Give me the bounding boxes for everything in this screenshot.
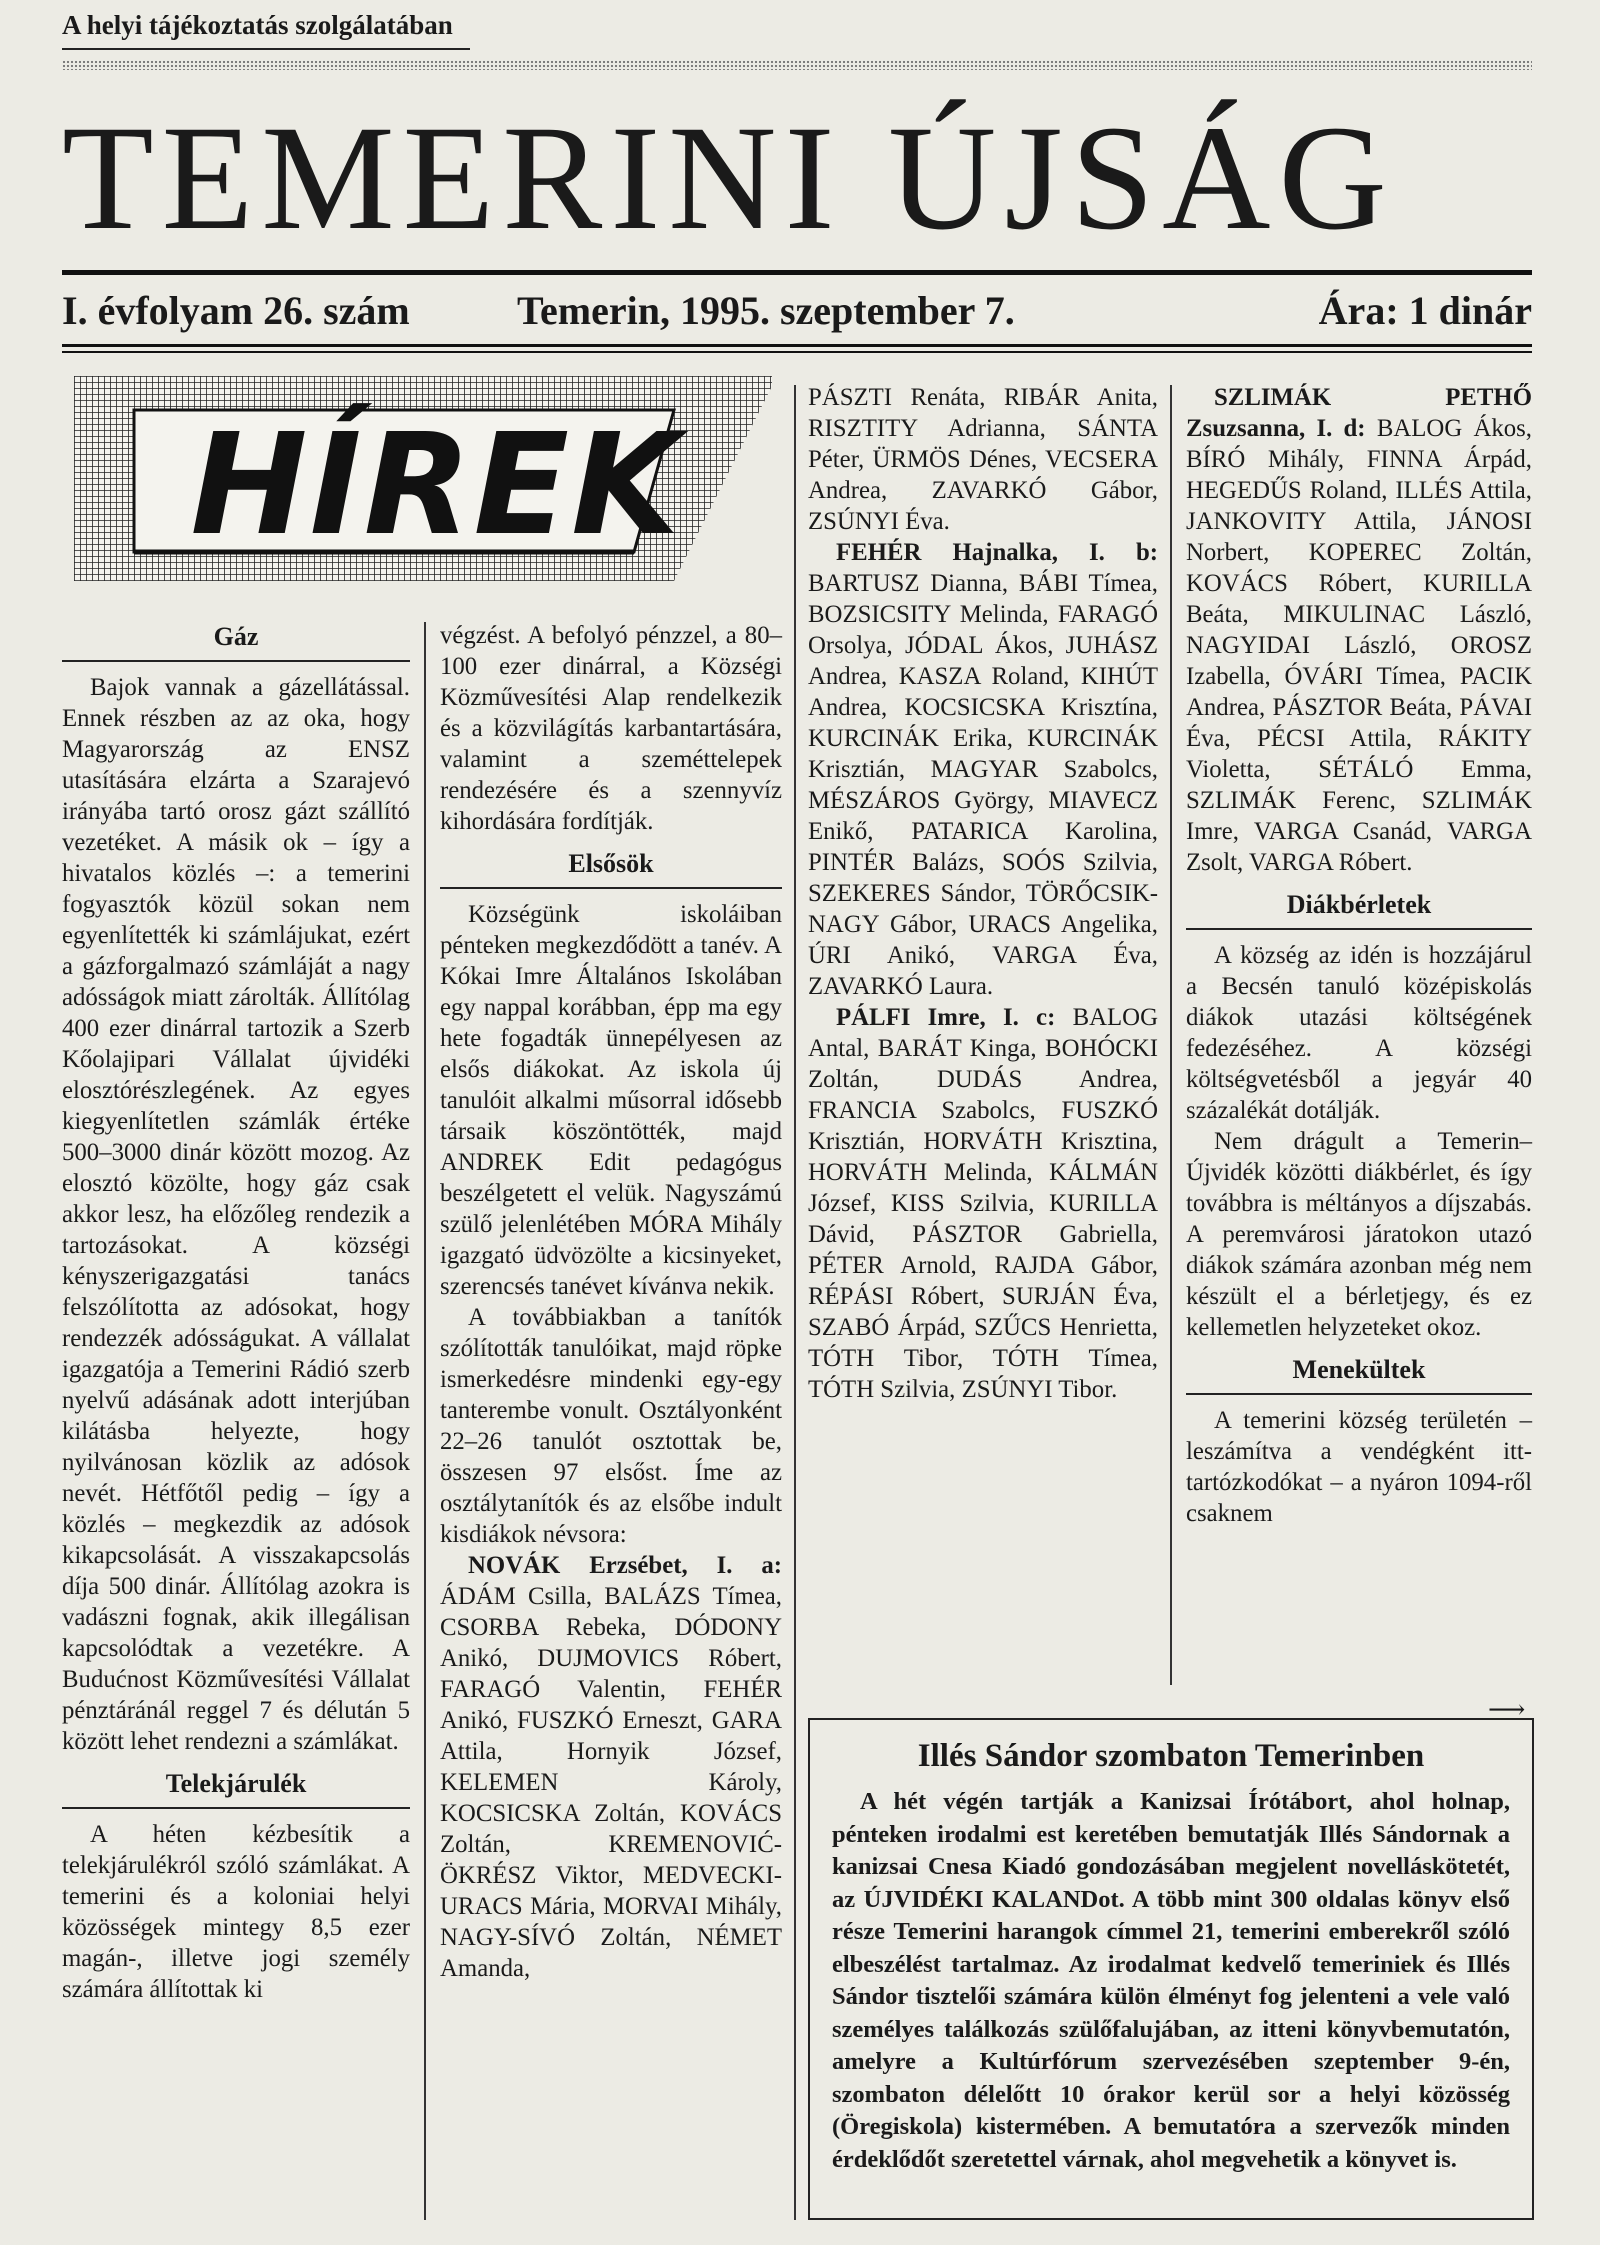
teacher-palfi: PÁLFI Imre, I. c:: [836, 1004, 1056, 1031]
issue-price: Ára: 1 dinár: [1318, 288, 1532, 333]
elsosok-paragraph-1: Községünk iskoláiban pénteken megkezdődött a tanév. A Kókai Imre Általános Iskolában egy nappal korábban, épp ma egy hete fogadták ünnepélyesen az elsős diákokat. Az iskola új tanulóit alkalmi műsorral idősebb társaik köszöntötték, majd ANDREK Edit pedagógus beszélgetett el velük. Nagyszámú szülő jelenlétében MÓRA Mihály igazgató üdvözölte a kicsinyeket, szerencsés tanévet kívánva nekik.: [440, 901, 782, 1300]
diakberletek-paragraph-1: A község az idén is hozzájárul a Becsén tanuló középiskolás diákok utazási költségének fedezéséhez. A községi költségvetésből a jegyár 40 százalékát dotálják.: [1186, 942, 1532, 1124]
hirek-label: HÍREK: [190, 404, 682, 567]
box-title: Illés Sándor szombaton Temerinben: [917, 1738, 1425, 1774]
illes-sandor-box: [808, 1718, 1534, 2220]
column-divider-3: [1170, 385, 1172, 1685]
gaz-heading: Gáz: [62, 622, 410, 662]
telekjarulek-heading: Telekjárulék: [62, 1769, 410, 1809]
issue-row: [62, 286, 1532, 336]
teacher-szlimak: SZLIMÁK PETHŐ Zsuzsanna, I. d:: [1186, 384, 1532, 442]
telekjarulek-article: A héten kézbesítik a telekjárulékról szóló számlákat. A temerini és a koloniai helyi közösségek mintegy 8,5 ezer magán-, illetve jogi személy számára állítottak ki: [62, 1821, 410, 2003]
continued-arrow-icon: ⟶: [1488, 1695, 1526, 1724]
elsosok-paragraph-2: A továbbiakban a tanítók szólították tanulóikat, majd röpke ismerkedésre mindenki egy-egy tanterembe vonult. Osztályonként 22–26 tanulót osztottak be, összesen 97 elsőst. Íme az osztálytanítók és az elsőbe indult kisdiákok névsora:: [440, 1304, 782, 1548]
class-b-list: BARTUSZ Dianna, BÁBI Tímea, BOZSICSITY Melinda, FARAGÓ Orsolya, JÓDAL Ákos, JUHÁSZ Andrea, KASZA Roland, KIHÚT Andrea, KOCSICSKA Krisztína, KURCINÁK Erika, KURCINÁK Krisztián, MAGYAR Szabolcs, MÉSZÁROS György, MIAVECZ Enikő, PATARICA Karolina, PINTÉR Balázs, SOÓS Szilvia, SZEKERES Sándor, TÖRŐCSIK-NAGY Gábor, URACS Angelika, ÚRI Anikó, VARGA Éva, ZAVARKÓ Laura.: [808, 570, 1158, 1000]
header-rule-top: [62, 344, 1532, 347]
class-c-list: BALOG Antal, BARÁT Kinga, BOHÓCKI Zoltán, DUDÁS Andrea, FRANCIA Szabolcs, FUSZKÓ Krisztián, HORVÁTH Krisztina, HORVÁTH Melinda, KÁLMÁN József, KISS Szilvia, KURILLA Dávid, PÁSZTOR Gabriella, PÉTER Arnold, RAJDA Gábor, RÉPÁSI Róbert, SURJÁN Éva, SZABÓ Árpád, SZŰCS Henrietta, TÓTH Tibor, TÓTH Tímea, TÓTH Szilvia, ZSÚNYI Tibor.: [808, 1004, 1158, 1403]
menekultek-heading: Menekültek: [1186, 1355, 1532, 1395]
tagline: A helyi tájékoztatás szolgálatában: [62, 10, 453, 40]
teacher-novak: NOVÁK Erzsébet, I. a:: [468, 1552, 782, 1579]
elsosok-heading: Elsősök: [440, 849, 782, 889]
dotted-band: [62, 60, 1532, 70]
column-divider-2: [794, 385, 796, 2220]
class-a-list-continued: PÁSZTI Renáta, RIBÁR Anita, RISZTITY Adrianna, SÁNTA Péter, ÜRMÖS Dénes, VECSERA Andrea, ZAVARKÓ Gábor, ZSÚNYI Éva.: [808, 384, 1158, 535]
teacher-feher: FEHÉR Hajnalka, I. b:: [836, 539, 1158, 566]
header-rule-bottom: [62, 351, 1532, 353]
column-2: [440, 620, 782, 1984]
issue-number: I. évfolyam 26. szám: [62, 288, 410, 333]
column-4: [1186, 382, 1532, 1529]
masthead-rule: [62, 270, 1532, 275]
column-2-continuation: végzést. A befolyó pénzzel, a 80–100 ezer dinárral, a Községi Közművesítési Alap rendelkezik és a közvilágítás karbantartására, valamint a szeméttelepek rendezésére és a szennyvíz kihordására fordítják.: [440, 622, 782, 835]
column-3: [808, 382, 1158, 1405]
column-1: [62, 622, 410, 2005]
diakberletek-paragraph-2: Nem drágult a Temerin–Újvidék közötti diákbérlet, és így továbbra is méltányos a díjszabás. A peremvárosi járatokon utazó diákok számára azonban még nem készült el a bérletjegy, és ez kellemetlen helyzeteket okoz.: [1186, 1128, 1532, 1341]
tagline-rule: [62, 48, 470, 50]
gaz-article: Bajok vannak a gázellátással. Ennek részben az az oka, hogy Magyarország az ENSZ utasítására elzárta a Szarajevó irányába tartó orosz gázt szállító vezetéket. A másik ok – így a hivatalos közlés –: a temerini fogyasztók közül sokan nem egyenlítették ki számlájukat, ezért a gázforgalmazó számláját a nagy adósságok miatt zárolták. Állítólag 400 ezer dinárral tartozik a Szerb Kőolajipari Vállalat újvidéki elosztórészlegének. Az egyes kiegyenlítetlen számlák értéke 500–3000 dinár között mozog. Az elosztó közölte, hogy gáz csak akkor lesz, ha előzőleg rendezik a tartozásokat. A községi kényszerigazgatási tanács felszólította az adósokat, hogy rendezzék adósságukat. A vállalat igazgatója a Temerini Rádió szerb nyelvű adásának adott interjúban kilátásba helyezte, hogy nyilvánosan közlik az adósok nevét. Hétfőtől pedig – így a közlés – megkezdik az adósok kikapcsolását. A visszakapcsolás díja 500 dinár. Állítólag azokra is vadászni fognak, akik illegálisan kapcsolódtak a vezetékre. A Budućnost Közművesítési Vállalat pénztáránál reggel 7 és délután 5 között lehet rendezni a számlákat.: [62, 674, 410, 1755]
class-d-list: BALOG Ákos, BÍRÓ Mihály, FINNA Árpád, HEGEDŰS Roland, ILLÉS Attila, JANKOVITY Attila, JÁNOSI Norbert, KOPEREC Zoltán, KOVÁCS Róbert, KURILLA Beáta, MIKULINAC László, NAGYIDAI László, OROSZ Izabella, ÓVÁRI Tímea, PACIK Andrea, PÁSZTOR Beáta, PÁVAI Éva, PÉCSI Attila, RÁKITY Violetta, SÉTÁLÓ Emma, SZLIMÁK Ferenc, SZLIMÁK Imre, VARGA Csanád, VARGA Zsolt, VARGA Róbert.: [1186, 415, 1533, 876]
box-article: A hét végén tartják a Kanizsai Írótábort, ahol holnap, pénteken irodalmi est keretében bemutatják Illés Sándornak a kanizsai Cnesa Kiadó gondozásában megjelent novelláskötetét, az ÚJVIDÉKI KALANDot. A több mint 300 oldalas könyv első része Temerini harangok címmel 21, temerini emberekről szóló elbeszélést tartalmaz. Az irodalmat kedvelő temeriniek és Illés Sándor tisztelői számára külön élményt fog jelenteni a vele való személyes találkozás szülőfalujában, az itteni könyvbemutatón, amelyre a Kultúrfórum szervezésében szeptember 9-én, szombaton délelőtt 10 órakor kerül sor a helyi közösség (Öregiskola) kistermében. A bemutatóra a szervezők minden érdeklődőt szeretettel várnak, ahol megvehetik a könyvet is.: [832, 1788, 1510, 2173]
menekultek-article: A temerini község területén – leszámítva a vendégként itt-tartózkodókat – a nyáron 1094-ről csaknem: [1186, 1407, 1532, 1527]
diakberletek-heading: Diákbérletek: [1186, 890, 1532, 930]
issue-date: Temerin, 1995. szeptember 7.: [517, 288, 1015, 333]
masthead-title: TEMERINI ÚJSÁG: [62, 95, 1395, 261]
column-divider-1: [424, 622, 426, 2220]
class-a-list: ÁDÁM Csilla, BALÁZS Tímea, CSORBA Rebeka, DÓDONY Anikó, DUJMOVICS Róbert, FARAGÓ Valentin, FEHÉR Anikó, FUSZKÓ Erneszt, GARA Attila, Hornyik József, KELEMEN Károly, KOCSICSKA Zoltán, KOVÁCS Zoltán, KREMENOVIĆ-ÖKRÉSZ Viktor, MEDVECKI-URACS Mária, MORVAI Mihály, NAGY-SÍVÓ Zoltán, NÉMET Amanda,: [440, 1583, 782, 1982]
hirek-banner: [74, 376, 772, 586]
